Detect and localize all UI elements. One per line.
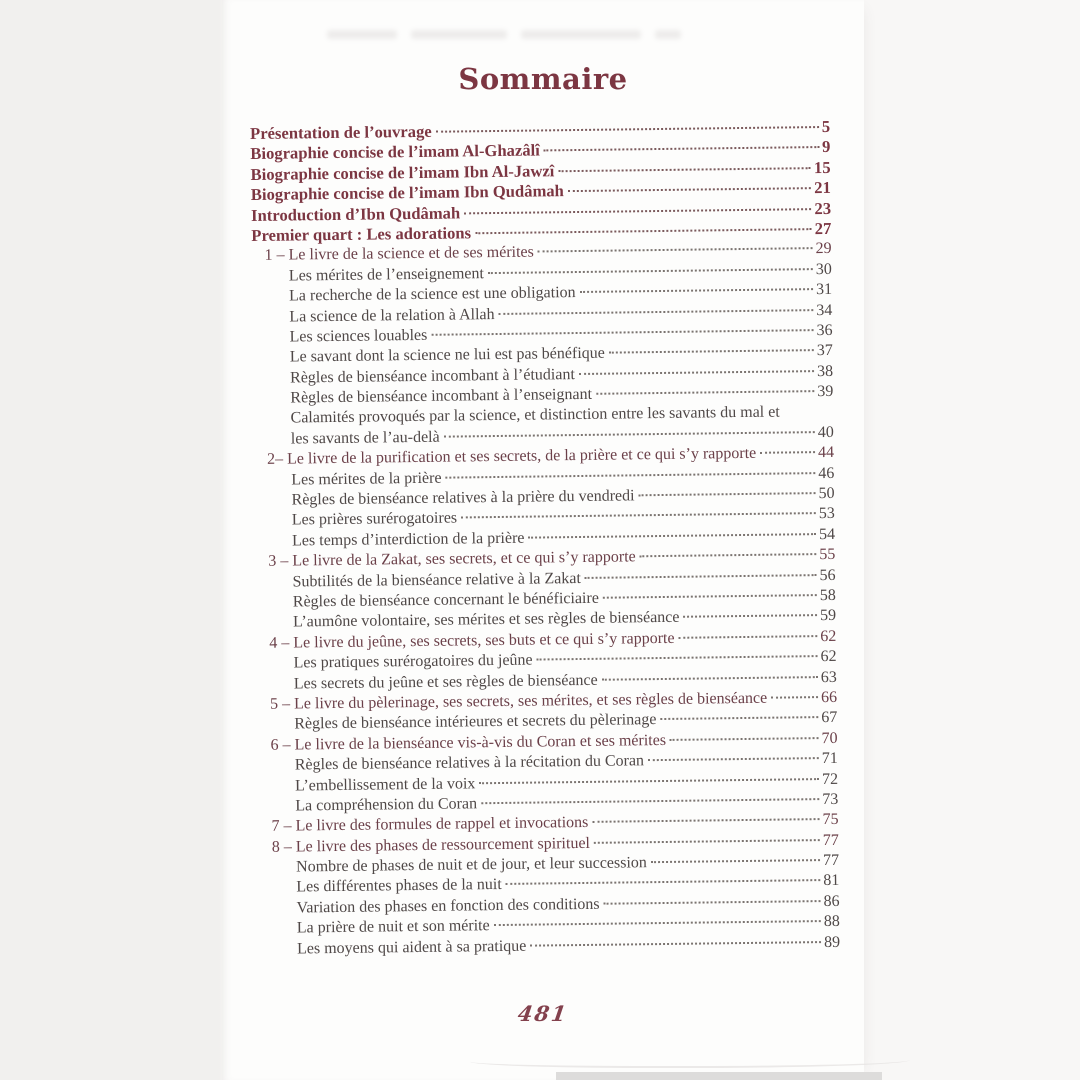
- toc-entry-label: 6 – Le livre de la bienséance vis-à-vis du Coran et ses mérites: [270, 731, 667, 754]
- toc-entry-page: 63: [820, 668, 837, 686]
- toc-entry-label: Les sciences louables: [289, 326, 428, 346]
- toc-entry-label: 7 – Le livre des formules de rappel et invocations: [271, 814, 589, 836]
- dot-leader: [436, 126, 819, 133]
- toc-entry-label: La recherche de la science est une obligation: [289, 284, 576, 305]
- dot-leader: [445, 472, 815, 479]
- toc-entry-label: Les prières surérogatoires: [291, 509, 458, 529]
- dot-leader: [592, 818, 819, 823]
- dot-leader: [481, 798, 819, 804]
- toc-entry-page: 67: [821, 709, 838, 727]
- toc-entry-page: 36: [816, 321, 833, 339]
- toc-entry-page: 40: [817, 423, 834, 441]
- toc-entry-label: 4 – Le livre du jeûne, ses secrets, ses buts et ce qui s’y rapporte: [269, 629, 675, 652]
- toc-entry-label: Règles de bienséance relatives à la prière du vendredi: [291, 487, 635, 509]
- dot-leader: [679, 635, 818, 639]
- dot-leader: [558, 167, 811, 172]
- show-through-text: [327, 30, 757, 43]
- toc-entry-label: Les différentes phases de la nuit: [296, 876, 502, 896]
- toc-entry-label: Variation des phases en fonction des conditions: [296, 895, 600, 917]
- toc-entry-label: 3 – Le livre de la Zakat, ses secrets, et ce qui s’y rapporte: [268, 548, 636, 571]
- toc-entry-page: 59: [819, 607, 837, 625]
- toc-entry-page: 77: [822, 851, 840, 870]
- toc-entry-page: 5: [821, 116, 831, 137]
- toc-entry-page: 38: [816, 362, 834, 380]
- dot-leader: [639, 492, 816, 496]
- dot-leader: [771, 696, 818, 699]
- toc-entry-label: La compréhension du Coran: [295, 795, 478, 815]
- dot-leader: [544, 146, 819, 151]
- dot-leader: [464, 208, 811, 214]
- toc-entry-label: Les secrets du jeûne et ses règles de bienséance: [293, 671, 598, 693]
- toc-entry-label: 5 – Le livre du pèlerinage, ses secrets, ses mérites, et ses règles de bienséance: [269, 689, 768, 713]
- dot-leader: [648, 757, 819, 761]
- dot-leader: [537, 655, 818, 660]
- toc-entry-page: 54: [818, 525, 836, 543]
- table-of-contents: [250, 117, 840, 960]
- toc-entry-page: 55: [819, 546, 836, 564]
- toc-entry-page: 70: [821, 729, 838, 747]
- toc-entry-label: Biographie concise de l’imam Ibn Al-Jawzî: [250, 161, 555, 184]
- dot-leader: [538, 247, 813, 252]
- dot-leader: [488, 268, 813, 274]
- toc-entry-label: Nombre de phases de nuit et de jour, et leur succession: [295, 854, 647, 876]
- dot-leader: [604, 900, 821, 905]
- toc-entry-page: 29: [815, 240, 832, 258]
- toc-entry-page: 77: [822, 831, 839, 849]
- dot-leader: [461, 513, 816, 519]
- toc-entry-label: Règles de bienséance intérieures et secrets du pèlerinage: [294, 711, 657, 733]
- dot-leader: [760, 451, 815, 454]
- toc-entry-page: 15: [813, 157, 831, 177]
- toc-entry-page: 31: [815, 281, 833, 299]
- toc-entry-page: 88: [823, 913, 840, 931]
- dot-leader: [651, 859, 820, 863]
- toc-entry-label: Calamités provoqués par la science, et distinction entre les savants du mal et: [290, 404, 780, 427]
- toc-entry-label: Biographie concise de l’imam Al-Ghazâlî: [250, 140, 540, 164]
- page-title: Sommaire: [458, 62, 628, 96]
- toc-entry-page: 62: [820, 627, 837, 645]
- dot-leader: [528, 533, 816, 539]
- toc-entry-label: 2– Le livre de la purification et ses secrets, de la prière et ce qui s’y rapporte: [266, 445, 757, 469]
- dot-leader: [670, 737, 819, 741]
- toc-entry-label: L’embellissement de la voix: [294, 774, 476, 794]
- dot-leader: [594, 839, 820, 844]
- toc-entry-page: 34: [816, 301, 833, 319]
- toc-entry-page: 58: [819, 586, 836, 605]
- toc-entry-page: 37: [816, 342, 833, 360]
- dot-leader: [579, 370, 814, 375]
- dot-leader: [568, 187, 811, 192]
- toc-entry-page: 75: [822, 811, 839, 829]
- book-page: [222, 0, 864, 1080]
- toc-entry-page: 39: [817, 382, 834, 401]
- toc-entry-label: Les pratiques surérogatoires du jeûne: [293, 651, 533, 672]
- toc-entry-page: 81: [823, 872, 840, 890]
- toc-entry-page: 73: [822, 790, 839, 808]
- dot-leader: [640, 553, 817, 557]
- toc-entry-label: Règles de bienséance incombant à l’étudiant: [289, 365, 575, 387]
- dot-leader: [506, 880, 821, 886]
- toc-entry-page: 30: [815, 260, 832, 278]
- dot-leader: [444, 431, 815, 438]
- toc-entry-page: 46: [818, 464, 835, 482]
- dot-leader: [585, 574, 817, 579]
- toc-entry-page: 27: [814, 218, 832, 239]
- toc-entry-page: 50: [818, 484, 835, 503]
- dot-leader: [431, 329, 813, 336]
- toc-entry-page: 72: [821, 770, 839, 788]
- dot-leader: [596, 390, 814, 395]
- toc-entry-label: Les moyens qui aident à sa pratique: [296, 937, 527, 958]
- dot-leader: [479, 778, 819, 784]
- toc-entry-label: La science de la relation à Allah: [289, 305, 495, 326]
- toc-entry-page: 23: [814, 198, 832, 218]
- toc-entry-page: 86: [823, 892, 840, 910]
- toc-entry-label: Biographie concise de l’imam Ibn Qudâmah: [250, 181, 564, 205]
- dot-leader: [580, 288, 813, 293]
- toc-entry-page: 62: [820, 648, 837, 666]
- toc-entry-label: Présentation de l’ouvrage: [250, 121, 432, 143]
- toc-entry-page: 53: [818, 505, 835, 523]
- dot-leader: [475, 228, 812, 234]
- toc-entry-label: L’aumône volontaire, ses mérites et ses règles de bienséance: [292, 609, 680, 631]
- toc-entry-label: 1 – Le livre de la science et de ses mérites: [264, 243, 534, 265]
- dot-leader: [499, 309, 814, 315]
- toc-entry-label: les savants de l’au-delà: [290, 428, 440, 448]
- toc-entry-label: 8 – Le livre des phases de ressourcement spirituel: [271, 834, 591, 856]
- toc-entry-page: 21: [814, 178, 831, 198]
- toc-entry-page: 71: [821, 749, 838, 768]
- dot-leader: [494, 920, 821, 926]
- dot-leader: [602, 676, 818, 681]
- toc-entry-label: Les mérites de l’enseignement: [288, 264, 484, 285]
- toc-entry-label: Introduction d’Ibn Qudâmah: [250, 203, 461, 225]
- toc-entry-page: 66: [820, 688, 838, 707]
- dot-leader: [609, 349, 814, 354]
- toc-entry-page: 56: [819, 566, 836, 584]
- page-curl-shadow: [470, 1052, 910, 1068]
- toc-entry-page: 89: [823, 933, 841, 951]
- folio-page-number: 481: [516, 1001, 570, 1026]
- toc-entry-page: 9: [821, 137, 831, 157]
- toc-entry-page: 44: [817, 444, 835, 462]
- dot-leader: [660, 716, 818, 720]
- toc-entry-label: Règles de bienséance incombant à l’enseignant: [290, 385, 593, 407]
- dot-leader: [530, 941, 821, 947]
- dot-leader: [683, 614, 817, 618]
- toc-entry-label: La prière de nuit et son mérite: [296, 917, 490, 937]
- toc-entry-label: Règles de bienséance concernant le bénéficiaire: [292, 589, 599, 611]
- toc-entry-label: Règles de bienséance relatives à la récitation du Coran: [294, 752, 645, 774]
- page-bottom-edge-shadow: [556, 1072, 882, 1080]
- toc-entry-label: Premier quart : Les adorations: [251, 223, 472, 245]
- toc-entry-label: Les mérites de la prière: [291, 469, 442, 489]
- toc-entry-label: Les temps d’interdiction de la prière: [291, 529, 525, 550]
- toc-entry-label: Subtilités de la bienséance relative à la Zakat: [292, 569, 582, 591]
- toc-entry-label: Le savant dont la science ne lui est pas bénéfique: [289, 344, 605, 366]
- dot-leader: [603, 594, 817, 599]
